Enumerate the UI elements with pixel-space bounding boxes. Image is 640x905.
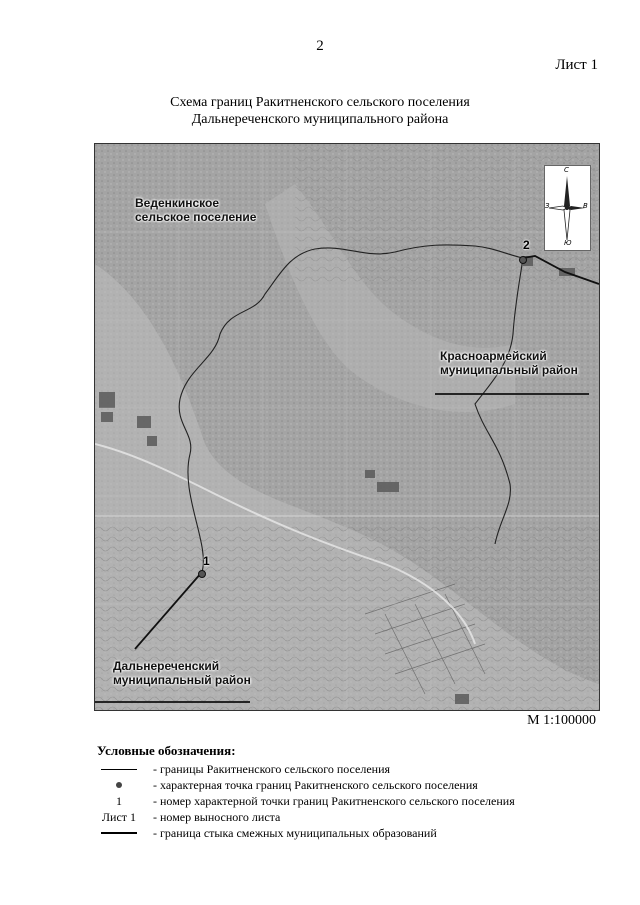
legend-symbol	[97, 777, 141, 793]
point-number-1: 1	[203, 554, 210, 568]
characteristic-point-2	[520, 257, 527, 264]
legend-symbol: 1	[116, 794, 122, 808]
legend-symbol: Лист 1	[101, 810, 137, 824]
legend-item	[97, 793, 597, 809]
map-frame[interactable]	[94, 143, 600, 711]
line-symbol-icon	[101, 832, 137, 834]
legend-item-text: - номер характерной точки границ Ракитненского сельского поселения	[153, 794, 515, 808]
map-title	[0, 94, 640, 128]
page-number: 2	[316, 38, 324, 54]
legend-item-text: - границы Ракитненского сельского поселения	[153, 762, 391, 776]
label-krasnoarmeisky: Красноармейский муниципальный район	[440, 349, 578, 377]
map-scale: М 1:100000	[527, 713, 596, 728]
map-title-line-1: Схема границ Ракитненского сельского поселения	[170, 95, 470, 110]
line-symbol-icon	[101, 769, 137, 770]
compass-north: С	[564, 166, 569, 174]
legend-item-text: - граница стыка смежных муниципальных образований	[153, 826, 437, 840]
legend-item	[97, 809, 597, 825]
legend-symbol	[97, 761, 141, 777]
compass-south: Ю	[564, 239, 572, 247]
label-dalnerechensky: Дальнереченский муниципальный район	[113, 659, 251, 687]
point-symbol-icon	[116, 782, 122, 788]
legend-item-text: - характерная точка границ Ракитненского сельского поселения	[153, 778, 478, 792]
map-title-line-2: Дальнереченского муниципального района	[191, 112, 449, 127]
label-vedenkinskoe: Веденкинское сельское поселение	[135, 196, 257, 224]
compass-east: В	[583, 202, 588, 210]
topographic-map	[95, 144, 599, 710]
point-number-2: 2	[523, 238, 530, 252]
legend-title: Условные обозначения:	[97, 743, 236, 758]
legend-symbol	[97, 825, 141, 841]
legend-item	[97, 825, 597, 841]
compass-rose	[544, 165, 591, 251]
legend-item-text: - номер выносного листа	[153, 810, 281, 824]
compass-west: З	[545, 202, 550, 210]
legend	[97, 743, 597, 841]
sheet-label: Лист 1	[555, 57, 598, 73]
characteristic-point-1	[199, 571, 206, 578]
legend-item	[97, 777, 597, 793]
legend-item	[97, 761, 597, 777]
